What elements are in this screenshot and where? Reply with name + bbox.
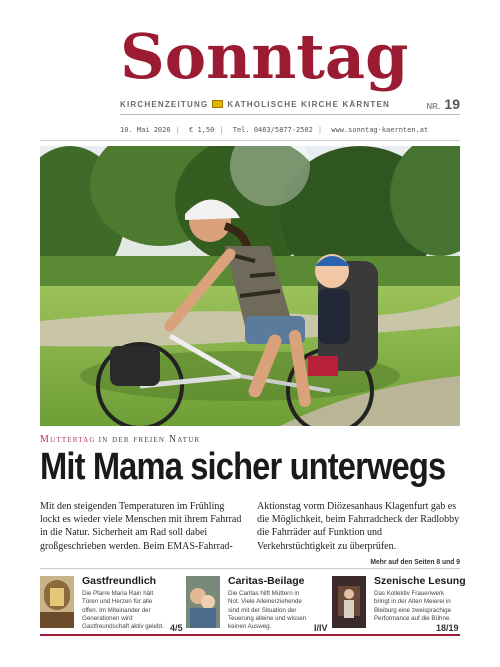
teaser-text: Das Kollektiv Frauenwerk bringt in der Alten Meierei in Bleiburg eine zweisprachige Performance auf die Bühne. xyxy=(374,590,452,622)
bottom-rule xyxy=(40,634,460,636)
story-column-2 xyxy=(257,500,460,568)
teaser-title: Gastfreundlich xyxy=(82,575,157,587)
stage-performance-thumbnail xyxy=(332,576,366,628)
cover-photo-illustration xyxy=(40,146,460,426)
mother-child-thumbnail xyxy=(186,576,220,628)
masthead-subtitle xyxy=(120,100,390,109)
masthead-rule xyxy=(120,114,460,115)
more-pages-link[interactable]: Mehr auf den Seiten 8 und 9 xyxy=(370,556,460,566)
teaser-page: 4/5 xyxy=(170,623,183,633)
teaser-text: Die Pfarre Maria Rain hält Türen und Herzen für alle offen. Im Miteinander der Generationen wird Gastfreundschaft aktiv gelebt. xyxy=(82,590,164,631)
kirchenzeitung-label: KIRCHENZEITUNG xyxy=(120,100,209,109)
teaser-gastfreundlich[interactable] xyxy=(40,573,183,633)
phone: Tel. 0463/5877-2502 xyxy=(232,126,313,134)
teaser-page: I/IV xyxy=(314,623,328,633)
teaser-caritas[interactable] xyxy=(186,573,326,633)
issue-number: NR. 19 xyxy=(426,96,460,112)
teaser-szenische-lesung[interactable] xyxy=(332,573,466,633)
price: € 1,50 xyxy=(189,126,215,134)
story-kicker: Muttertag in der freien Natur xyxy=(40,434,201,445)
masthead xyxy=(40,18,460,122)
issue-date: 10. Mai 2026 xyxy=(120,126,171,134)
newspaper-logo: Sonntag xyxy=(120,20,409,93)
cover-photo xyxy=(40,146,460,426)
teaser-title: Caritas-Beilage xyxy=(228,575,305,587)
story-column-2-text: Aktionstag vorm Diözesanhaus Klagenfurt gab es die Möglichkeit, beim Fahrradcheck der Radlobby die Fahrräder auf Funktion und Verkehrstüchtigkeit zu überprüfen. xyxy=(257,501,460,552)
teaser-text: Die Caritas hilft Müttern in Not. Viele Alleinerziehende sind mit der Situation der Teuerung alleine und wissen keinen Ausweg. xyxy=(228,590,307,631)
teaser-page: 18/19 xyxy=(436,623,459,633)
teaser-bar xyxy=(40,568,466,633)
church-interior-thumbnail xyxy=(40,576,74,628)
crest-icon xyxy=(212,100,223,108)
diocese-label: KATHOLISCHE KIRCHE KÄRNTEN xyxy=(227,100,390,109)
meta-rule xyxy=(40,140,460,141)
story-headline: Mit Mama sicher unterwegs xyxy=(40,446,446,488)
story-column-1: Mit den steigenden Temperaturen im Frühling lockt es wieder viele Menschen mit ihrem Fahrrad in die Natur. Sicherheit am Rad soll dabei großgeschrieben werden. Beim EMAS-Fahrrad- xyxy=(40,501,242,552)
website-link[interactable]: www.sonntag-kaernten.at xyxy=(331,126,429,134)
meta-line: 10. Mai 2026 | € 1,50 | Tel. 0463/5877-2502 | www.sonntag-kaernten.at xyxy=(120,126,429,134)
story-body xyxy=(40,500,460,568)
teaser-title: Szenische Lesung xyxy=(374,575,466,587)
